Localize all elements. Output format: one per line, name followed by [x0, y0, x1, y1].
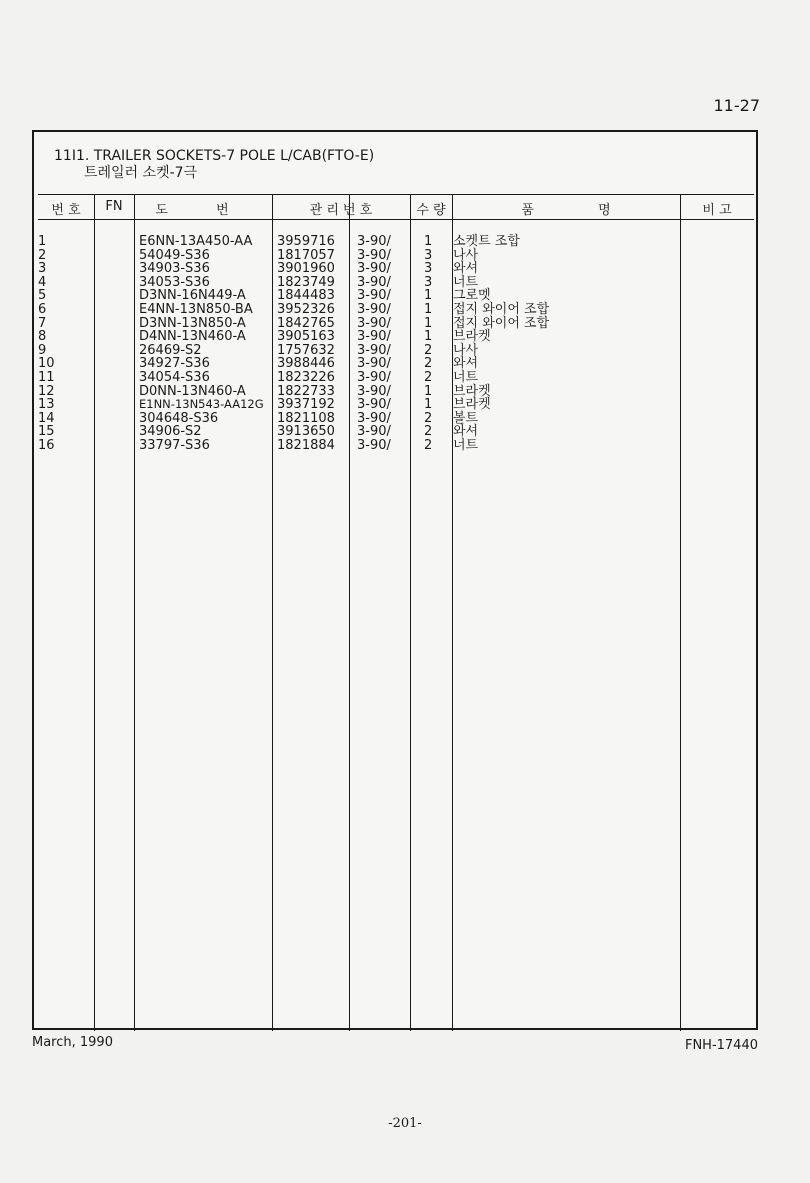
quantity: 3 — [424, 274, 433, 290]
part-no: 3937192 — [277, 397, 335, 413]
part-name: 와셔 — [453, 424, 479, 440]
drawing-no: 304648-S36 — [139, 410, 219, 426]
drawing-no: 54049-S36 — [139, 247, 210, 263]
effective-date: 3-90/ — [357, 329, 391, 345]
parts-table — [38, 194, 754, 1031]
effective-date: 3-90/ — [357, 315, 391, 331]
quantity: 2 — [424, 410, 433, 426]
table-row — [38, 425, 754, 439]
table-row — [38, 235, 754, 249]
quantity: 1 — [424, 383, 433, 399]
item-no: 9 — [38, 342, 47, 358]
item-no: 10 — [38, 356, 55, 372]
effective-date: 3-90/ — [357, 397, 391, 413]
part-name: 볼트 — [453, 410, 479, 426]
table-row — [38, 276, 754, 290]
part-name: 브라켓 — [453, 383, 491, 399]
header-fn: FN — [105, 199, 123, 214]
item-no: 7 — [38, 315, 47, 331]
quantity: 2 — [424, 369, 433, 385]
effective-date: 3-90/ — [357, 234, 391, 249]
item-no: 1 — [38, 234, 47, 249]
table-header — [38, 195, 754, 220]
effective-date: 3-90/ — [357, 356, 391, 372]
quantity: 3 — [424, 261, 433, 277]
part-name: 나사 — [453, 342, 479, 358]
effective-date: 3-90/ — [357, 342, 391, 358]
effective-date: 3-90/ — [357, 410, 391, 426]
parts-list-frame — [32, 130, 758, 1030]
table-row — [38, 398, 754, 412]
drawing-no: D4NN-13N460-A — [139, 329, 246, 345]
drawing-no: 34927-S36 — [139, 356, 210, 372]
quantity: 2 — [424, 356, 433, 372]
table-row — [38, 412, 754, 426]
part-no: 1822733 — [277, 383, 335, 399]
part-no: 1842765 — [277, 315, 335, 331]
table-row — [38, 289, 754, 303]
part-no: 1821108 — [277, 410, 335, 426]
drawing-no: D3NN-13N850-A — [139, 315, 246, 331]
item-no: 14 — [38, 410, 55, 426]
quantity: 2 — [424, 424, 433, 440]
part-name: 너트 — [453, 437, 479, 453]
effective-date: 3-90/ — [357, 261, 391, 277]
effective-date: 3-90/ — [357, 301, 391, 317]
quantity: 2 — [424, 437, 433, 453]
part-name: 너트 — [453, 369, 479, 385]
item-no: 8 — [38, 329, 47, 345]
part-name: 브라켓 — [453, 329, 491, 345]
item-no: 3 — [38, 261, 47, 277]
page-number: -201- — [388, 1116, 422, 1131]
effective-date: 3-90/ — [357, 437, 391, 453]
drawing-no: 34903-S36 — [139, 261, 210, 277]
part-name: 너트 — [453, 274, 479, 290]
part-name: 그로멧 — [453, 288, 491, 304]
part-no: 3905163 — [277, 329, 335, 345]
drawing-no: E6NN-13A450-AA — [139, 234, 253, 249]
drawing-no: D3NN-16N449-A — [139, 288, 246, 304]
table-row — [38, 249, 754, 263]
quantity: 1 — [424, 234, 433, 249]
effective-date: 3-90/ — [357, 369, 391, 385]
item-no: 16 — [38, 437, 55, 453]
part-no: 1823749 — [277, 274, 335, 290]
header-part-no: 관 리 번 호 — [309, 203, 373, 218]
header-qty: 수 량 — [416, 203, 446, 218]
drawing-no: E4NN-13N850-BA — [139, 301, 253, 317]
quantity: 1 — [424, 301, 433, 317]
quantity: 1 — [424, 288, 433, 304]
part-name: 와셔 — [453, 356, 479, 372]
footer-doc-number: FNH-17440 — [684, 1038, 758, 1053]
quantity: 1 — [424, 397, 433, 413]
table-body — [38, 235, 754, 453]
item-no: 2 — [38, 247, 47, 263]
part-name: 와셔 — [453, 261, 479, 277]
part-no: 3988446 — [277, 356, 335, 372]
footer-date: March, 1990 — [32, 1035, 113, 1050]
quantity: 2 — [424, 342, 433, 358]
item-no: 15 — [38, 424, 55, 440]
effective-date: 3-90/ — [357, 247, 391, 263]
quantity: 1 — [424, 329, 433, 345]
table-row — [38, 317, 754, 331]
table-row — [38, 371, 754, 385]
drawing-no: 34053-S36 — [139, 274, 210, 290]
table-row — [38, 303, 754, 317]
section-title-en: 11I1. TRAILER SOCKETS-7 POLE L/CAB(FTO-E) — [54, 148, 375, 164]
table-row — [38, 385, 754, 399]
item-no: 12 — [38, 383, 55, 399]
item-no: 5 — [38, 288, 47, 304]
part-no: 1844483 — [277, 288, 335, 304]
header-no: 번 호 — [51, 203, 81, 218]
effective-date: 3-90/ — [357, 383, 391, 399]
item-no: 4 — [38, 274, 47, 290]
part-no: 3901960 — [277, 261, 335, 277]
header-remark: 비 고 — [702, 203, 732, 218]
table-row — [38, 439, 754, 453]
header-drawing: 도 번 — [155, 203, 251, 218]
header-name: 품 명 — [521, 203, 611, 218]
part-no: 3952326 — [277, 301, 335, 317]
page-reference: 11-27 — [713, 96, 760, 115]
part-name: 브라켓 — [453, 397, 491, 413]
drawing-no: D0NN-13N460-A — [139, 383, 246, 399]
table-row — [38, 262, 754, 276]
part-no: 3959716 — [277, 234, 335, 249]
part-name: 접지 와이어 조합 — [453, 315, 550, 331]
section-title — [54, 148, 374, 182]
section-title-ko: 트레일러 소켓-7극 — [84, 165, 198, 181]
quantity: 1 — [424, 315, 433, 331]
table-row — [38, 357, 754, 371]
part-name: 소켓트 조합 — [453, 234, 520, 249]
part-no: 1817057 — [277, 247, 335, 263]
drawing-no: 34054-S36 — [139, 369, 210, 385]
part-no: 1823226 — [277, 369, 335, 385]
part-name: 나사 — [453, 247, 479, 263]
part-no: 1757632 — [277, 342, 335, 358]
quantity: 3 — [424, 247, 433, 263]
drawing-no: E1NN-13N543-AA12G — [139, 397, 264, 412]
item-no: 11 — [38, 369, 55, 385]
effective-date: 3-90/ — [357, 288, 391, 304]
item-no: 6 — [38, 301, 47, 317]
part-no: 3913650 — [277, 424, 335, 440]
table-row — [38, 330, 754, 344]
drawing-no: 33797-S36 — [139, 437, 210, 453]
item-no: 13 — [38, 397, 55, 413]
drawing-no: 26469-S2 — [139, 342, 202, 358]
table-row — [38, 344, 754, 358]
effective-date: 3-90/ — [357, 424, 391, 440]
part-no: 1821884 — [277, 437, 335, 453]
drawing-no: 34906-S2 — [139, 424, 202, 440]
effective-date: 3-90/ — [357, 274, 391, 290]
part-name: 접지 와이어 조합 — [453, 301, 550, 317]
